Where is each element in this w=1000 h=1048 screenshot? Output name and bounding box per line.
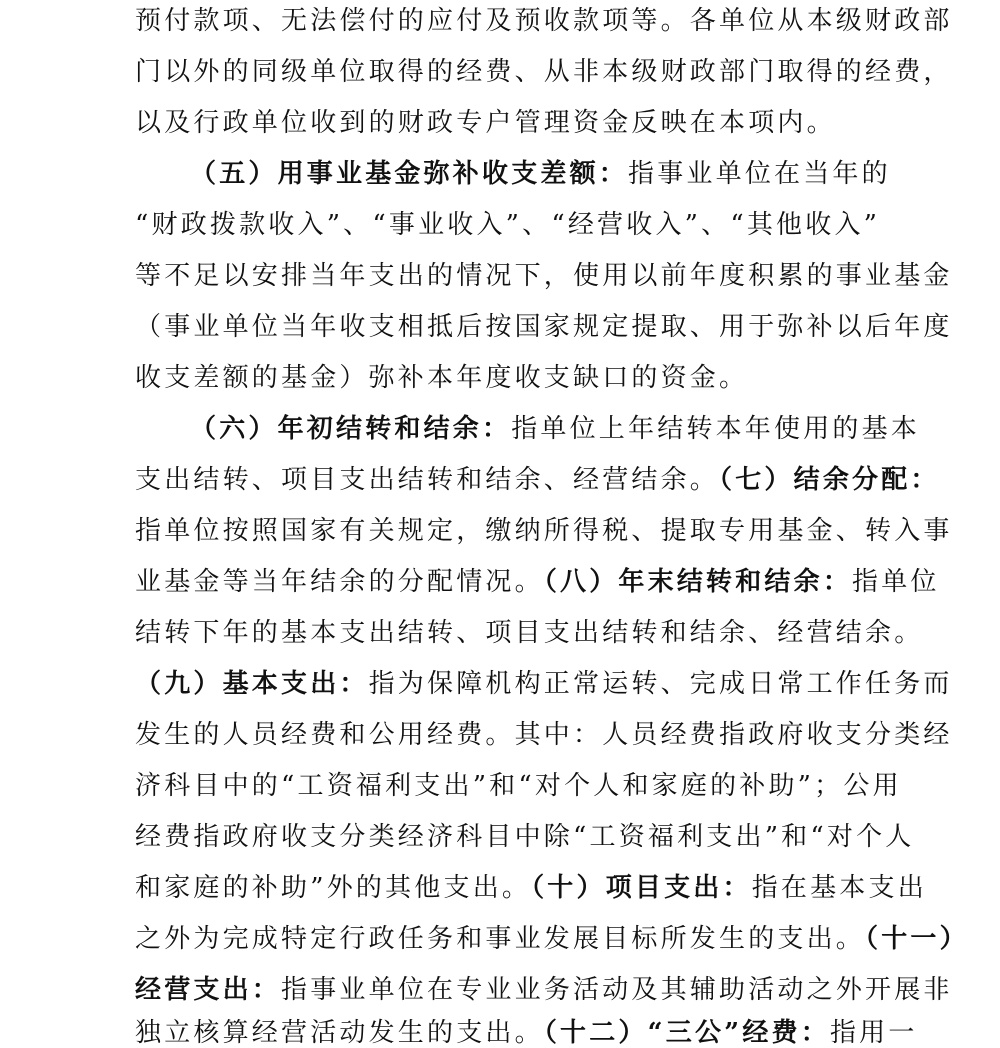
text-line — [135, 669, 953, 699]
text-line — [135, 6, 953, 36]
text-run: 支出结转、项目支出结转和结余、经营结余。 — [135, 465, 720, 495]
bold-term: （十一） — [865, 924, 969, 954]
text-line — [135, 924, 969, 954]
text-run: 业基金等当年结余的分配情况。 — [135, 567, 544, 597]
text-run: 等不足以安排当年支出的情况下，使用以前年度积累的事业基金 — [135, 261, 953, 291]
text-line — [135, 312, 953, 342]
section-heading-line — [190, 414, 950, 444]
bold-term: （九）基本支出： — [135, 669, 369, 699]
text-line — [135, 261, 953, 291]
text-run: 指单位上年结转本年使用的基本 — [511, 414, 921, 444]
text-run: 指单位 — [852, 567, 940, 597]
bold-term: （十）项目支出： — [531, 873, 752, 903]
text-run: 济科目中的“工资福利支出”和“对个人和家庭的补助”；公用 — [135, 771, 902, 801]
section-heading-line — [190, 159, 950, 189]
text-line — [135, 465, 940, 495]
text-run: 指用一 — [829, 1018, 918, 1048]
text-line — [135, 108, 895, 138]
text-run: “财政拨款收入”、“事业收入”、“经营收入”、“其他收入” — [135, 210, 881, 240]
bold-term: 经营支出： — [135, 975, 282, 1005]
text-run: 收支差额的基金）弥补本年度收支缺口的资金。 — [135, 363, 749, 393]
bold-term: （五）用事业基金弥补收支差额： — [190, 159, 629, 189]
text-run: 预付款项、无法偿付的应付及预收款项等。各单位从本级财政部 — [135, 6, 953, 36]
text-run: 门以外的同级单位取得的经费、从非本级财政部门取得的经费， — [135, 57, 953, 87]
text-line — [135, 567, 940, 597]
text-line — [135, 57, 953, 87]
text-run: 之外为完成特定行政任务和事业发展目标所发生的支出。 — [135, 924, 866, 954]
text-run: 指事业单位在专业业务活动及其辅助活动之外开展非 — [281, 975, 953, 1005]
text-run: 以及行政单位收到的财政专户管理资金反映在本项内。 — [135, 108, 836, 138]
text-run: 独立核算经营活动发生的支出。 — [135, 1018, 544, 1048]
text-line — [135, 210, 895, 240]
text-run: 发生的人员经费和公用经费。其中：人员经费指政府收支分类经 — [135, 720, 953, 750]
text-run: （事业单位当年收支相抵后按国家规定提取、用于弥补以后年度 — [135, 312, 953, 342]
text-run: 经费指政府收支分类经济科目中除“工资福利支出”和“对个人 — [135, 822, 915, 852]
text-line — [135, 618, 924, 648]
text-line — [135, 822, 915, 852]
text-line — [135, 1018, 918, 1048]
text-line — [135, 975, 953, 1005]
bold-term: （六）年初结转和结余： — [190, 414, 512, 444]
text-line — [135, 516, 953, 546]
bold-term: （十二）“三公”经费： — [543, 1018, 830, 1048]
text-line — [135, 363, 895, 393]
text-run: 指事业单位在当年的 — [628, 159, 891, 189]
text-run: 指单位按照国家有关规定，缴纳所得税、提取专用基金、转入事 — [135, 516, 953, 546]
text-run: 结转下年的基本支出结转、项目支出结转和结余、经营结余。 — [135, 618, 924, 648]
text-run: 指在基本支出 — [751, 873, 927, 903]
text-run: 和家庭的补助”外的其他支出。 — [135, 873, 532, 903]
text-line — [135, 873, 927, 903]
text-run: 指为保障机构正常运转、完成日常工作任务而 — [368, 669, 953, 699]
bold-term: （七）结余分配： — [719, 465, 940, 495]
text-line — [135, 771, 902, 801]
bold-term: （八）年末结转和结余： — [543, 567, 853, 597]
text-line — [135, 720, 953, 750]
